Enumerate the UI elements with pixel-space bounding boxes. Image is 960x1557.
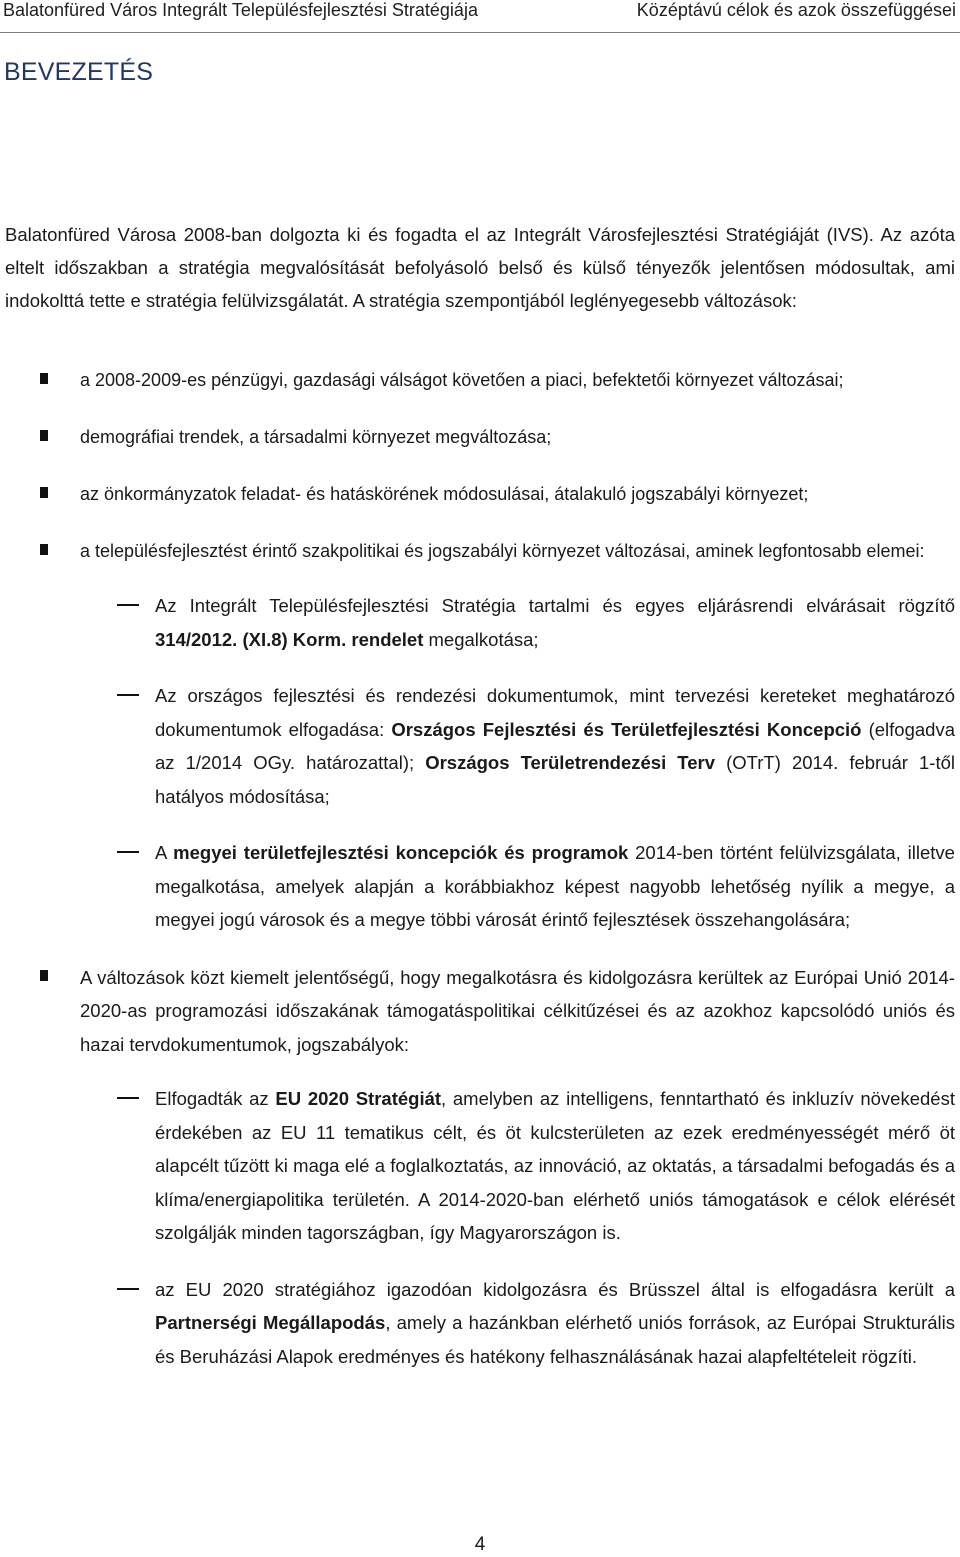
sublist-item (80, 1082, 955, 1250)
sublist-item-text: 2014-ben történt felülvizsgálata, illetve megalkotása, amelyek alapján a korábbiakhoz képest nagyobb lehetőség nyílik a megye, a megyei jogú városok és a megye többi városát érintő fejlesztések összehangolására; (155, 842, 955, 930)
sublist-item-bold: 314/2012. (XI.8) Korm. rendelet (155, 628, 424, 650)
list-item-text: a településfejlesztést érintő szakpolitikai és jogszabályi környezet változásai, aminek legfontosabb elemei: (80, 541, 925, 561)
list-item-text: a 2008-2009-es pénzügyi, gazdasági válságot követően a piaci, befektetői környezet változásai; (80, 370, 844, 390)
sublist-item-text: megalkotása; (423, 628, 539, 650)
running-header (0, 0, 960, 33)
square-bullet-icon (40, 430, 48, 441)
sublist-item-bold: Partnerségi Megállapodás (155, 1312, 386, 1333)
dash-bullet-icon (117, 604, 139, 606)
list-item (0, 421, 955, 454)
dash-bullet-icon (117, 851, 139, 853)
sublist-item-text: (elfogadva az 1/2014 OGy. határozattal); (155, 718, 955, 773)
intro-paragraph: Balatonfüred Városa 2008-ban dolgozta ki és fogadta el az Integrált Városfejlesztési Stratégiáját (IVS). Az azóta eltelt időszakban a stratégia megvalósítását befolyásoló belső és külső tényezők jelentősen módosultak, ami indokolttá tette e stratégia felülvizsgálatát. A stratégia szempontjából leglényegesebb változások: (5, 224, 955, 311)
dash-bullet-icon (117, 1097, 139, 1099)
sublist-item (80, 836, 955, 937)
square-bullet-icon (40, 373, 48, 384)
sublist-item-text: (OTrT) 2014. február 1-től hatályos módosítása; (155, 752, 955, 807)
changes-list (0, 364, 955, 1397)
list-item (0, 478, 955, 511)
sublist-item (80, 679, 955, 813)
sublist-eu-documents (80, 1082, 955, 1373)
list-item-text: demográfiai trendek, a társadalmi környezet megváltozása; (80, 427, 552, 447)
section-title: BEVEZETÉS (4, 58, 154, 86)
sublist-item (80, 589, 955, 656)
list-item-text: az önkormányzatok feladat- és hatáskörének módosulásai, átalakuló jogszabályi környezet; (80, 484, 809, 504)
square-bullet-icon (40, 544, 48, 555)
list-item (0, 961, 955, 1374)
sublist-item-text: Az országos fejlesztési és rendezési dokumentumok, mint tervezési kereteket meghatározó dokumentumok elfogadása: (155, 685, 955, 740)
list-item-text: A változások közt kiemelt jelentőségű, hogy megalkotásra és kidolgozásra kerültek az Európai Unió 2014-2020-as programozási időszakának támogatáspolitikai célkitűzései és az azokhoz kapcsolódó uniós és hazai tervdokumentumok, jogszabályok: (80, 966, 955, 1055)
sublist-item-text: az EU 2020 stratégiához igazodóan kidolgozásra és Brüsszel által is elfogadásra került a (155, 1278, 955, 1300)
sublist-item-text: A (155, 842, 174, 863)
sublist-item-bold: EU 2020 Stratégiát (275, 1088, 442, 1109)
sublist-policy-changes (80, 589, 955, 937)
header-chapter-title: Középtávú célok és azok összefüggései (636, 0, 956, 20)
sublist-item-bold: megyei területfejlesztési koncepciók és programok (173, 842, 629, 863)
header-document-title: Balatonfüred Város Integrált Településfejlesztési Stratégiája (3, 0, 478, 20)
sublist-item-text: , amelyben az intelligens, fenntartható és inkluzív növekedést érdekében az EU 11 tematikus célt, és öt kulcsterületen az ezek eredményességét mérő öt alapcélt tűzött ki maga elé a foglalkoztatás, az innováció, az oktatás, a társadalmi befogadás és a klíma/energiapolitika területén. A 2014-2020-ban elérhető uniós támogatások e célok elérését szolgálják minden tagországban, így Magyarországon is. (155, 1088, 955, 1243)
sublist-item-bold: Országos Fejlesztési és Területfejlesztési Koncepció (391, 718, 862, 740)
sublist-item-bold: Országos Területrendezési Terv (425, 752, 716, 773)
page-number: 4 (474, 1534, 486, 1555)
list-item (0, 364, 955, 397)
list-item (0, 535, 955, 937)
sublist-item-text: Elfogadták az (155, 1088, 276, 1109)
sublist-item (80, 1273, 955, 1374)
dash-bullet-icon (117, 1288, 139, 1290)
sublist-item-text: , amely a hazánkban elérhető uniós források, az Európai Strukturális és Beruházási Alapok eredményes és hatékony felhasználásának hazai alapfeltételeit rögzíti. (155, 1312, 955, 1367)
sublist-item-text: Az Integrált Településfejlesztési Stratégia tartalmi és egyes eljárásrendi elvárásait rögzítő (155, 595, 955, 616)
square-bullet-icon (40, 487, 48, 498)
dash-bullet-icon (117, 694, 139, 696)
square-bullet-icon (40, 970, 48, 981)
